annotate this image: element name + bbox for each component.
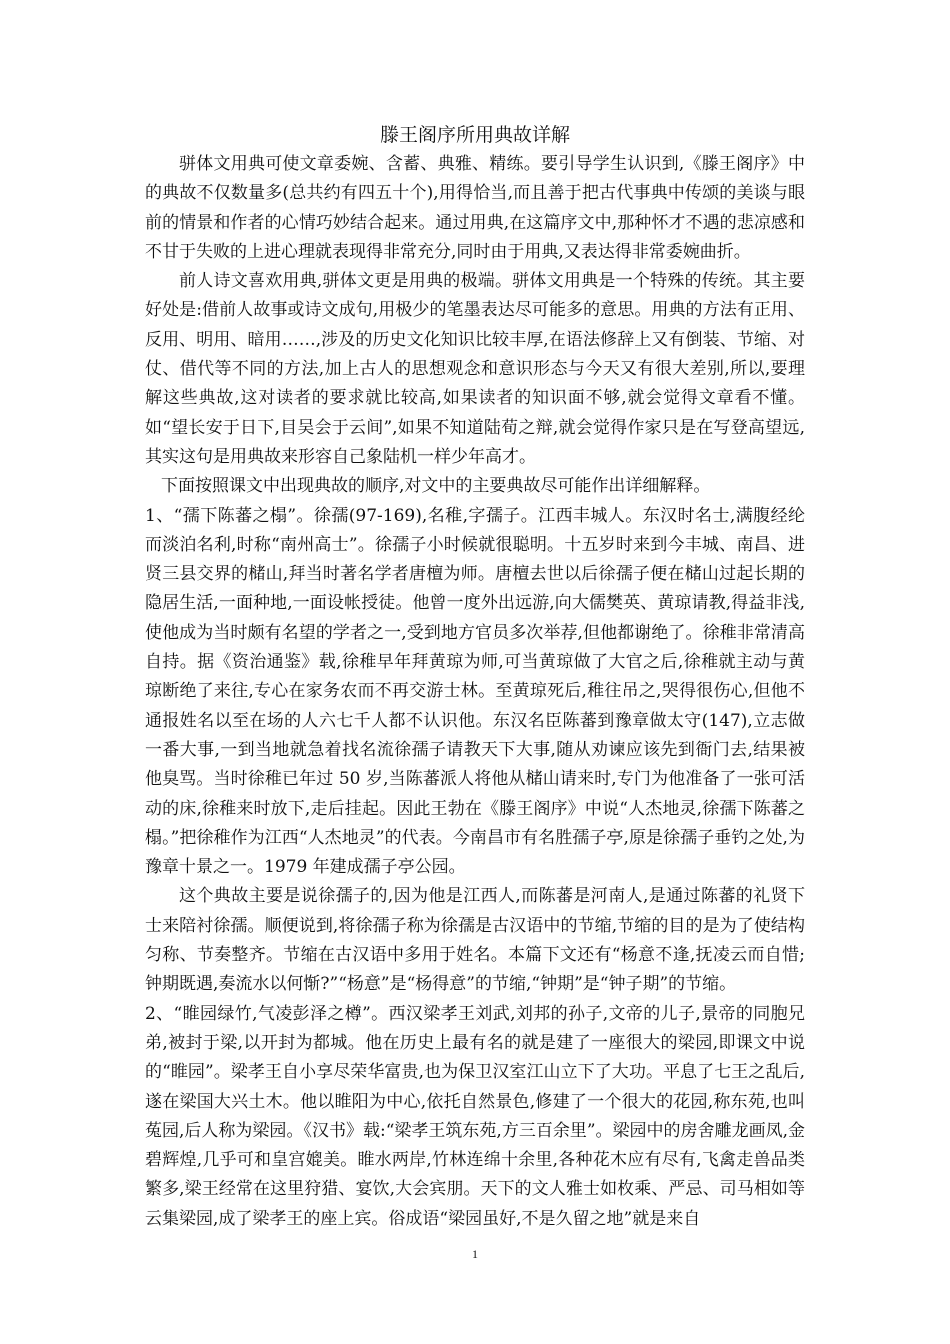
paragraph-allusion-method: 前人诗文喜欢用典,骈体文更是用典的极端。骈体文用典是一个特殊的传统。其主要好处是:借前人故事或诗文成句,用极少的笔墨表达尽可能多的意思。用典的方法有正用、反用、明用、暗用……,涉及的历史文化知识比较丰厚,在语法修辞上又有倒装、节缩、对仗、借代等不同的方法,加上古人的思想观念和意识形态与今天又有很大差别,所以,要理解这些典故,这对读者的要求就比较高,如果读者的知识面不够,就会觉得文章看不懂。如“望长安于日下,目吴会于云间”,如果不知道陆荀之辩,就会觉得作家只是在写登高望远,其实这句是用典故来形容自己象陆机一样少年高才。 [145,271,805,467]
paragraph-explanation-order: 下面按照课文中出现典故的顺序,对文中的主要典故尽可能作出详细解释。 [161,476,711,497]
document-body [145,120,805,1234]
page-number: 1 [472,1247,478,1261]
paragraph-allusion-1-note: 这个典故主要是说徐孺子的,因为他是江西人,而陈蕃是河南人,是通过陈蕃的礼贤下士来陪衬徐孺。顺便说到,将徐孺子称为徐孺是古汉语中的节缩,节缩的目的是为了使结构匀称、节奏整齐。节缩在古汉语中多用于姓名。本篇下文还有“杨意不逢,抚凌云而自惜;钟期既遇,奏流水以何惭?”“杨意”是“杨得意”的节缩,“钟期”是“钟子期”的节缩。 [145,886,805,995]
paragraph-allusion-1: 1、“孺下陈蕃之榻”。徐孺(97-169),名稚,字孺子。江西丰城人。东汉时名士,满腹经纶而淡泊名利,时称“南州高士”。徐孺子小时候就很聪明。十五岁时来到今丰城、南昌、进贤三县交界的槠山,拜当时著名学者唐檀为师。唐檀去世以后徐孺子便在槠山过起长期的隐居生活,一面种地,一面设帐授徒。他曾一度外出远游,向大儒樊英、黄琼请教,得益非浅,使他成为当时颇有名望的学者之一,受到地方官员多次举荐,但他都谢绝了。徐稚非常清高自持。据《资治通鉴》载,徐稚早年拜黄琼为师,可当黄琼做了大官之后,徐稚就主动与黄琼断绝了来往,专心在家务农而不再交游士林。至黄琼死后,稚往吊之,哭得很伤心,但他不通报姓名以至在场的人六七千人都不认识他。东汉名臣陈蕃到豫章做太守(147),立志做一番大事,一到当地就急着找名流徐孺子请教天下大事,随从劝谏应该先到衙门去,结果被他臭骂。当时徐稚已年过 50 岁,当陈蕃派人将他从槠山请来时,专门为他准备了一张可活动的床,徐稚来时放下,走后挂起。因此王勃在《滕王阁序》中说“人杰地灵,徐孺下陈蕃之榻。”把徐稚作为江西“人杰地灵”的代表。今南昌市有名胜孺子亭,原是徐孺子垂钓之处,为豫章十景之一。1979 年建成孺子亭公园。 [145,505,805,878]
document-title: 滕王阁序所用典故详解 [379,124,570,146]
paragraph-intro: 骈体文用典可使文章委婉、含蓄、典雅、精练。要引导学生认识到,《滕王阁序》中的典故不仅数量多(总共约有四五十个),用得恰当,而且善于把古代事典中传颂的美谈与眼前的情景和作者的心情巧妙结合起来。通过用典,在这篇序文中,那种怀才不遇的悲凉感和不甘于失败的上进心理就表现得非常充分,同时由于用典,又表达得非常委婉曲折。 [145,154,805,262]
paragraph-allusion-2: 2、“睢园绿竹,气凌彭泽之樽”。西汉梁孝王刘武,刘邦的孙子,文帝的儿子,景帝的同胞兄弟,被封于梁,以开封为都城。他在历史上最有名的就是建了一座很大的梁园,即课文中说的“睢园”。梁孝王自小享尽荣华富贵,也为保卫汉室江山立下了大功。平息了七王之乱后,遂在梁国大兴土木。他以睢阳为中心,依托自然景色,修建了一个很大的花园,称东苑,也叫菟园,后人称为梁园。《汉书》载:“梁孝王筑东苑,方三百余里”。梁园中的房舍雕龙画凤,金碧辉煌,几乎可和皇宫媲美。睢水两岸,竹林连绵十余里,各种花木应有尽有,飞禽走兽品类繁多,梁王经常在这里狩猎、宴饮,大会宾朋。天下的文人雅士如枚乘、严忌、司马相如等云集梁园,成了梁孝王的座上宾。俗成语“梁园虽好,不是久留之地”就是来自 [145,1003,805,1229]
